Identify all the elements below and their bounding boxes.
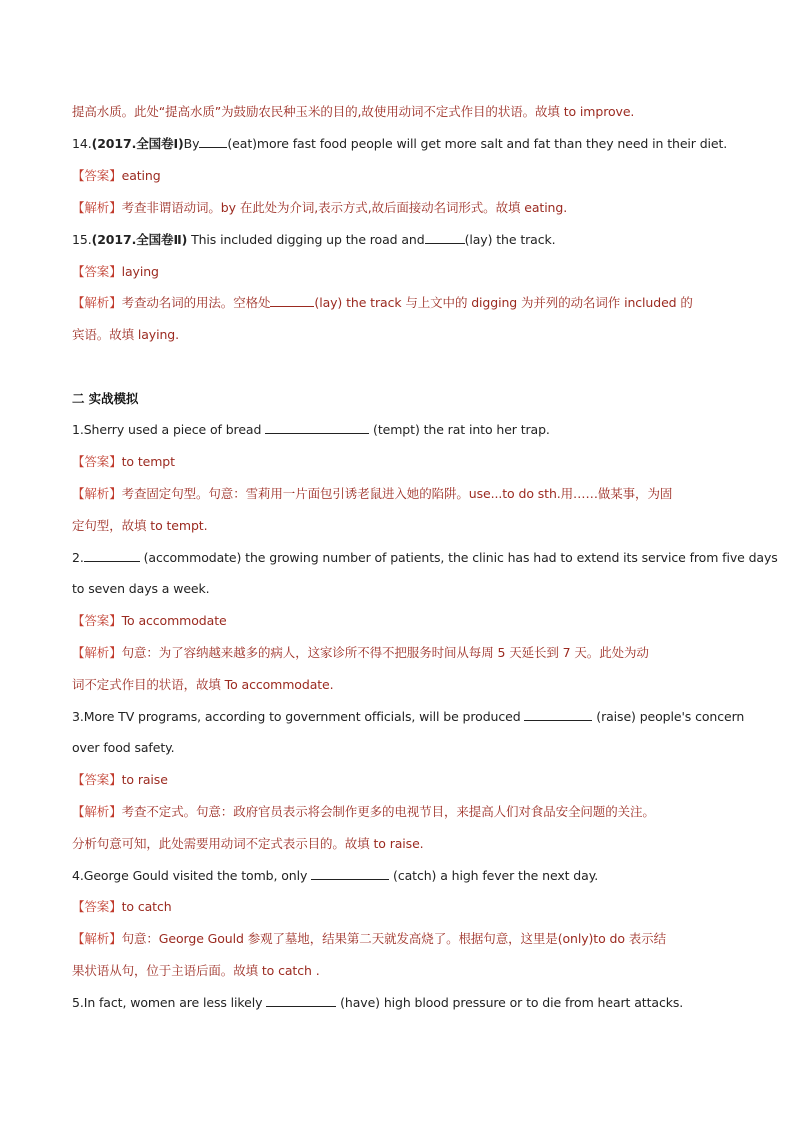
question-text: (lay) the track. bbox=[464, 232, 556, 247]
practice-question-3-cont: over food safety. bbox=[72, 740, 175, 755]
answer-blank bbox=[524, 707, 592, 721]
explanation-text: (lay) the track 与上文中的 digging 为并列的动名词作 included 的 bbox=[314, 295, 693, 310]
answer-tag: 【答案】 bbox=[72, 613, 122, 628]
explanation-continued: 提高水质。此处“提高水质”为鼓励农民种玉米的目的,故使用动词不定式作目的状语。故填 to improve. bbox=[72, 104, 635, 119]
explanation-tag: 【解析】 bbox=[72, 804, 122, 819]
answer-tag: 【答案】 bbox=[72, 168, 122, 183]
explanation-tag: 【解析】 bbox=[72, 486, 122, 501]
answer-text: to tempt bbox=[121, 454, 175, 469]
question-text: 1.Sherry used a piece of bread bbox=[72, 422, 266, 437]
explanation-tag: 【解析】 bbox=[72, 931, 122, 946]
explanation-text: 句意：为了容纳越来越多的病人，这家诊所不得不把服务时间从每周 5 天延长到 7 天。此处为动 bbox=[121, 645, 649, 660]
answer-text: to catch bbox=[121, 899, 172, 914]
practice-explanation-2-cont: 词不定式作目的状语，故填 To accommodate. bbox=[72, 677, 334, 692]
question-text: This included digging up the road and bbox=[187, 232, 425, 247]
practice-explanation-3 bbox=[72, 802, 727, 822]
question-text: (catch) a high fever the next day. bbox=[389, 868, 599, 883]
answer-blank bbox=[84, 548, 140, 562]
practice-answer-2 bbox=[72, 611, 727, 631]
practice-answer-1 bbox=[72, 452, 727, 472]
question-text: (have) high blood pressure or to die from heart attacks. bbox=[336, 995, 684, 1010]
question-number: 2. bbox=[72, 550, 84, 565]
answer-tag: 【答案】 bbox=[72, 899, 122, 914]
practice-question-4 bbox=[72, 866, 727, 886]
explanation-tag: 【解析】 bbox=[72, 645, 122, 660]
explanation-tag: 【解析】 bbox=[72, 200, 122, 215]
practice-explanation-3-cont: 分析句意可知，此处需要用动词不定式表示目的。故填 to raise. bbox=[72, 836, 424, 851]
answer-blank bbox=[265, 420, 369, 434]
practice-explanation-1 bbox=[72, 484, 727, 504]
answer-tag: 【答案】 bbox=[72, 772, 122, 787]
question-14 bbox=[72, 134, 727, 154]
question-text: (tempt) the rat into her trap. bbox=[369, 422, 550, 437]
answer-14 bbox=[72, 166, 727, 186]
answer-tag: 【答案】 bbox=[72, 454, 122, 469]
practice-explanation-2 bbox=[72, 643, 727, 663]
practice-question-2 bbox=[72, 548, 778, 568]
question-text: 5.In fact, women are less likely bbox=[72, 995, 267, 1010]
explanation-text: 考查非谓语动词。by 在此处为介词,表示方式,故后面接动名词形式。故填 eating. bbox=[121, 200, 568, 215]
answer-text: To accommodate bbox=[121, 613, 227, 628]
question-source: (2017.全国卷Ⅱ) bbox=[91, 232, 188, 247]
answer-text: laying bbox=[121, 264, 159, 279]
practice-explanation-4-cont: 果状语从句，位于主语后面。故填 to catch . bbox=[72, 963, 320, 978]
answer-blank bbox=[311, 866, 389, 880]
answer-blank bbox=[425, 230, 465, 244]
explanation-text: 句意：George Gould 参观了墓地，结果第二天就发高烧了。根据句意，这里是(only)to do 表示结 bbox=[121, 931, 666, 946]
question-text: 4.George Gould visited the tomb, only bbox=[72, 868, 312, 883]
question-text: (accommodate) the growing number of patients, the clinic has had to extend its service from five days bbox=[139, 550, 778, 565]
question-text: By bbox=[183, 136, 200, 151]
answer-15 bbox=[72, 262, 727, 282]
explanation-text: 考查固定句型。句意：雪莉用一片面包引诱老鼠进入她的陷阱。use...to do sth.用……做某事，为固 bbox=[121, 486, 673, 501]
practice-explanation-4 bbox=[72, 929, 727, 949]
answer-text: to raise bbox=[121, 772, 168, 787]
answer-blank bbox=[270, 293, 314, 307]
explanation-text: 考查不定式。句意：政府官员表示将会制作更多的电视节目，来提高人们对食品安全问题的关注。 bbox=[121, 804, 655, 819]
question-text: 3.More TV programs, according to government officials, will be produced bbox=[72, 709, 525, 724]
explanation-14 bbox=[72, 198, 727, 218]
explanation-text: 考查动名词的用法。空格处 bbox=[121, 295, 271, 310]
question-15 bbox=[72, 230, 727, 250]
practice-explanation-1-cont: 定句型，故填 to tempt. bbox=[72, 518, 208, 533]
practice-answer-3 bbox=[72, 770, 727, 790]
answer-blank bbox=[266, 993, 336, 1007]
question-number: 14. bbox=[72, 136, 92, 151]
practice-question-5 bbox=[72, 993, 727, 1013]
question-source: (2017.全国卷Ⅰ) bbox=[91, 136, 184, 151]
practice-question-3 bbox=[72, 707, 745, 727]
practice-answer-4 bbox=[72, 897, 727, 917]
explanation-15 bbox=[72, 293, 727, 313]
practice-question-1 bbox=[72, 420, 727, 440]
answer-blank bbox=[199, 134, 227, 148]
answer-text: eating bbox=[121, 168, 161, 183]
section-title: 二 实战模拟 bbox=[72, 391, 139, 406]
question-number: 15. bbox=[72, 232, 92, 247]
answer-tag: 【答案】 bbox=[72, 264, 122, 279]
practice-question-2-cont: to seven days a week. bbox=[72, 581, 210, 596]
question-text: (raise) people's concern bbox=[592, 709, 745, 724]
explanation-15-cont: 宾语。故填 laying. bbox=[72, 327, 180, 342]
explanation-tag: 【解析】 bbox=[72, 295, 122, 310]
question-text: (eat)more fast food people will get more salt and fat than they need in their diet. bbox=[227, 136, 728, 151]
